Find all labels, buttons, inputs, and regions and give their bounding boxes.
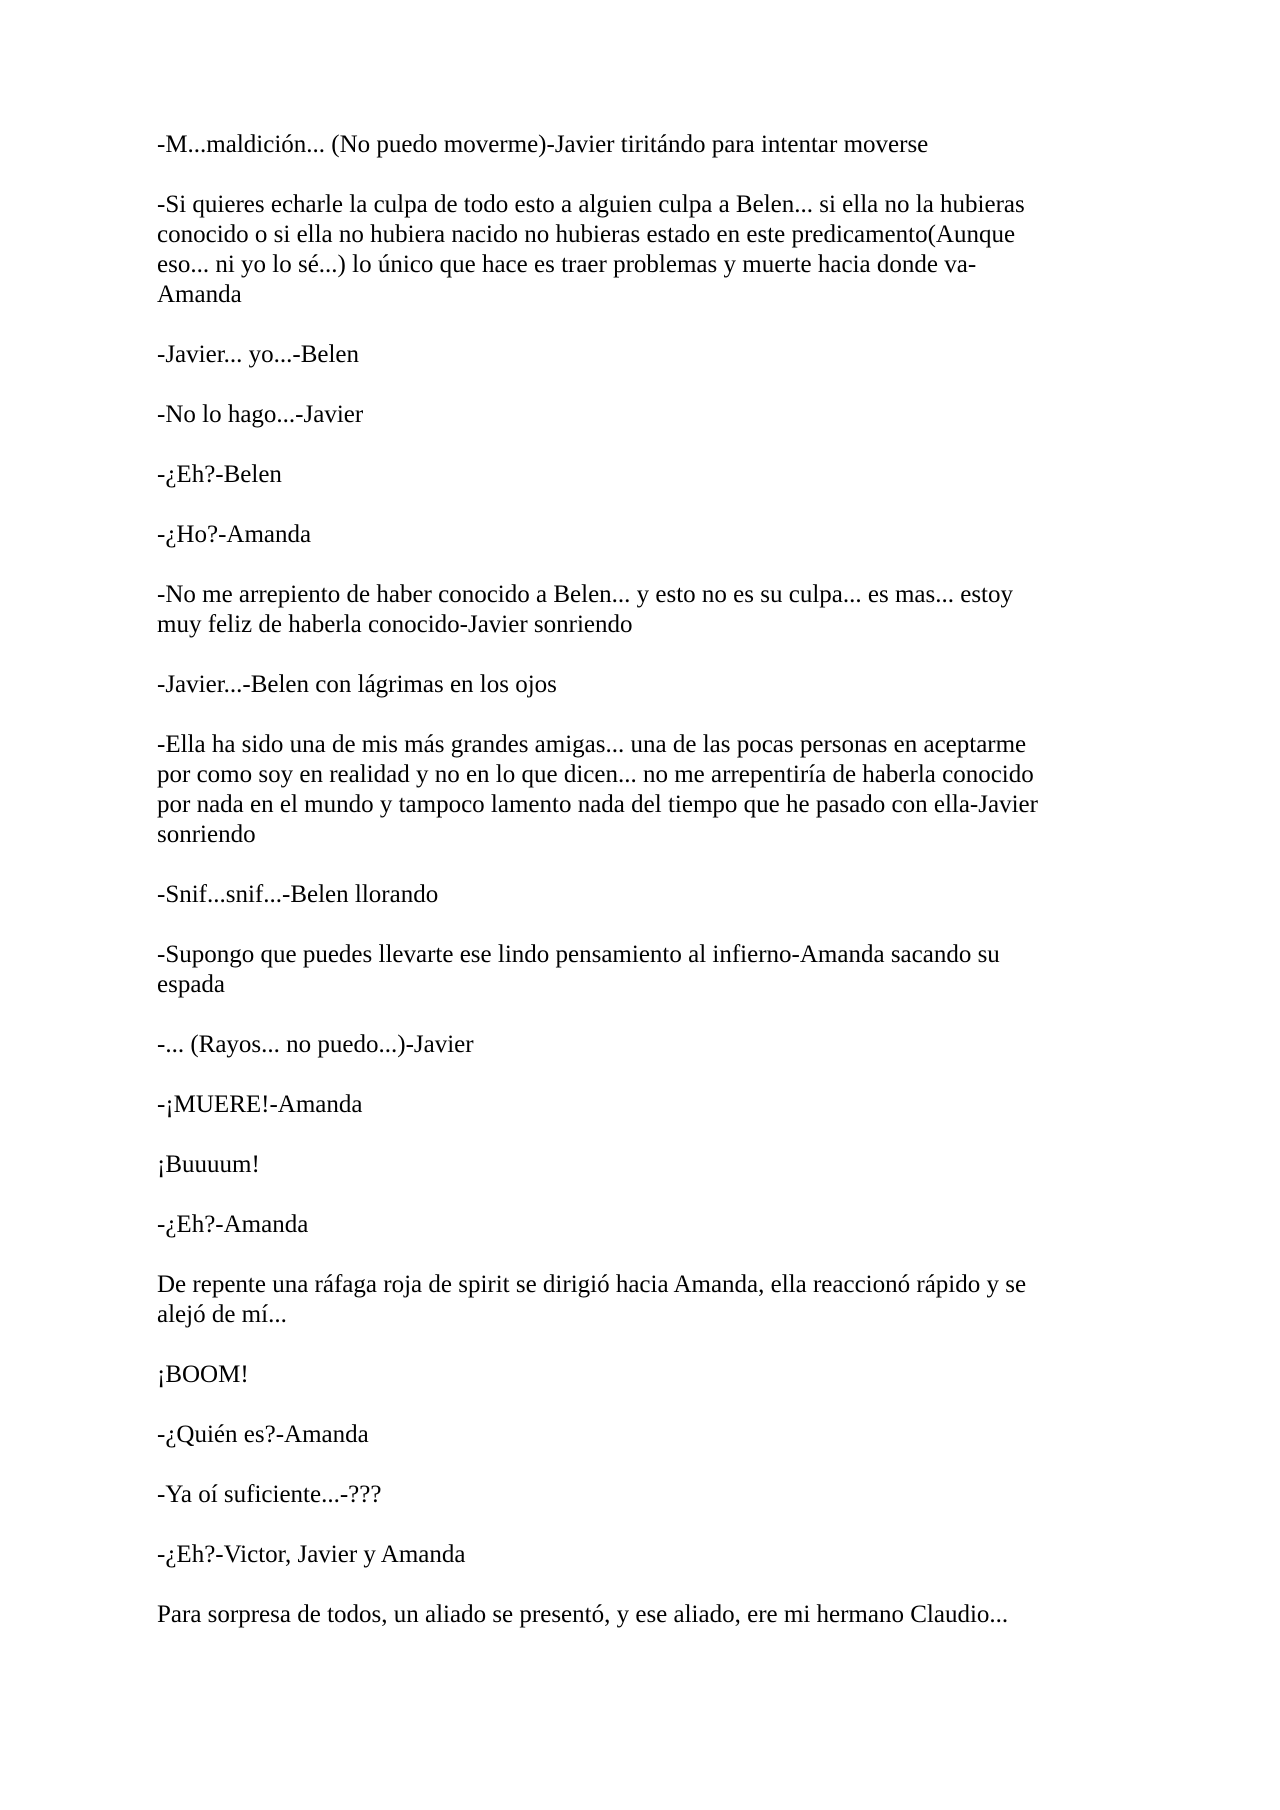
paragraph [157,580,1135,640]
text-line: -¡MUERE!-Amanda [157,1091,363,1118]
text-line: -No me arrepiento de haber conocido a Belen... y esto no es su culpa... es mas... estoy [157,581,1013,608]
text-line: Amanda [157,281,242,308]
paragraph [157,1540,1135,1570]
paragraph [157,670,1135,700]
text-line: ¡BOOM! [157,1361,249,1388]
text-line: -¿Ho?-Amanda [157,521,312,548]
text-line: muy feliz de haberla conocido-Javier sonriendo [157,611,633,638]
paragraph [157,130,1135,160]
paragraph [157,1150,1135,1180]
text-line: -No lo hago...-Javier [157,401,364,428]
paragraph [157,400,1135,430]
paragraph [157,190,1135,310]
text-line: -Javier... yo...-Belen [157,341,360,368]
paragraph [157,1600,1135,1630]
text-line: -Snif...snif...-Belen llorando [157,881,439,908]
text-line: De repente una ráfaga roja de spirit se dirigió hacia Amanda, ella reaccionó rápido y se [157,1271,1027,1298]
text-line: -Si quieres echarle la culpa de todo esto a alguien culpa a Belen... si ella no la hubieras [157,191,1025,218]
paragraph [157,460,1135,490]
paragraph [157,1420,1135,1450]
text-line: -¿Quién es?-Amanda [157,1421,369,1448]
paragraph [157,940,1135,1000]
paragraph [157,1270,1135,1330]
paragraph [157,1210,1135,1240]
text-line: -¿Eh?-Belen [157,461,282,488]
text-line: -¿Eh?-Victor, Javier y Amanda [157,1541,466,1568]
paragraph [157,340,1135,370]
text-line: sonriendo [157,821,256,848]
text-line: -Ya oí suficiente...-??? [157,1481,382,1508]
text-line: alejó de mí... [157,1301,287,1328]
text-line: espada [157,971,226,998]
text-line: Para sorpresa de todos, un aliado se presentó, y ese aliado, ere mi hermano Claudio... [157,1601,1009,1628]
document-text [157,130,1135,1630]
paragraph [157,1480,1135,1510]
text-line: -... (Rayos... no puedo...)-Javier [157,1031,474,1058]
text-line: por nada en el mundo y tampoco lamento nada del tiempo que he pasado con ella-Javier [157,791,1038,818]
text-line: -Ella ha sido una de mis más grandes amigas... una de las pocas personas en aceptarme [157,731,1027,758]
paragraph [157,1030,1135,1060]
text-line: -Supongo que puedes llevarte ese lindo pensamiento al infierno-Amanda sacando su [157,941,1000,968]
text-line: -M...maldición... (No puedo moverme)-Javier tiritándo para intentar moverse [157,131,929,158]
text-line: -Javier...-Belen con lágrimas en los ojos [157,671,557,698]
paragraph [157,1360,1135,1390]
text-line: -¿Eh?-Amanda [157,1211,309,1238]
text-line: conocido o si ella no hubiera nacido no hubieras estado en este predicamento(Aunque [157,221,1016,248]
text-line: eso... ni yo lo sé...) lo único que hace es traer problemas y muerte hacia donde va- [157,251,977,278]
paragraph [157,1090,1135,1120]
text-line: por como soy en realidad y no en lo que dicen... no me arrepentiría de haberla conocido [157,761,1034,788]
paragraph [157,880,1135,910]
paragraph [157,730,1135,850]
text-line: ¡Buuuum! [157,1151,260,1178]
paragraph [157,520,1135,550]
